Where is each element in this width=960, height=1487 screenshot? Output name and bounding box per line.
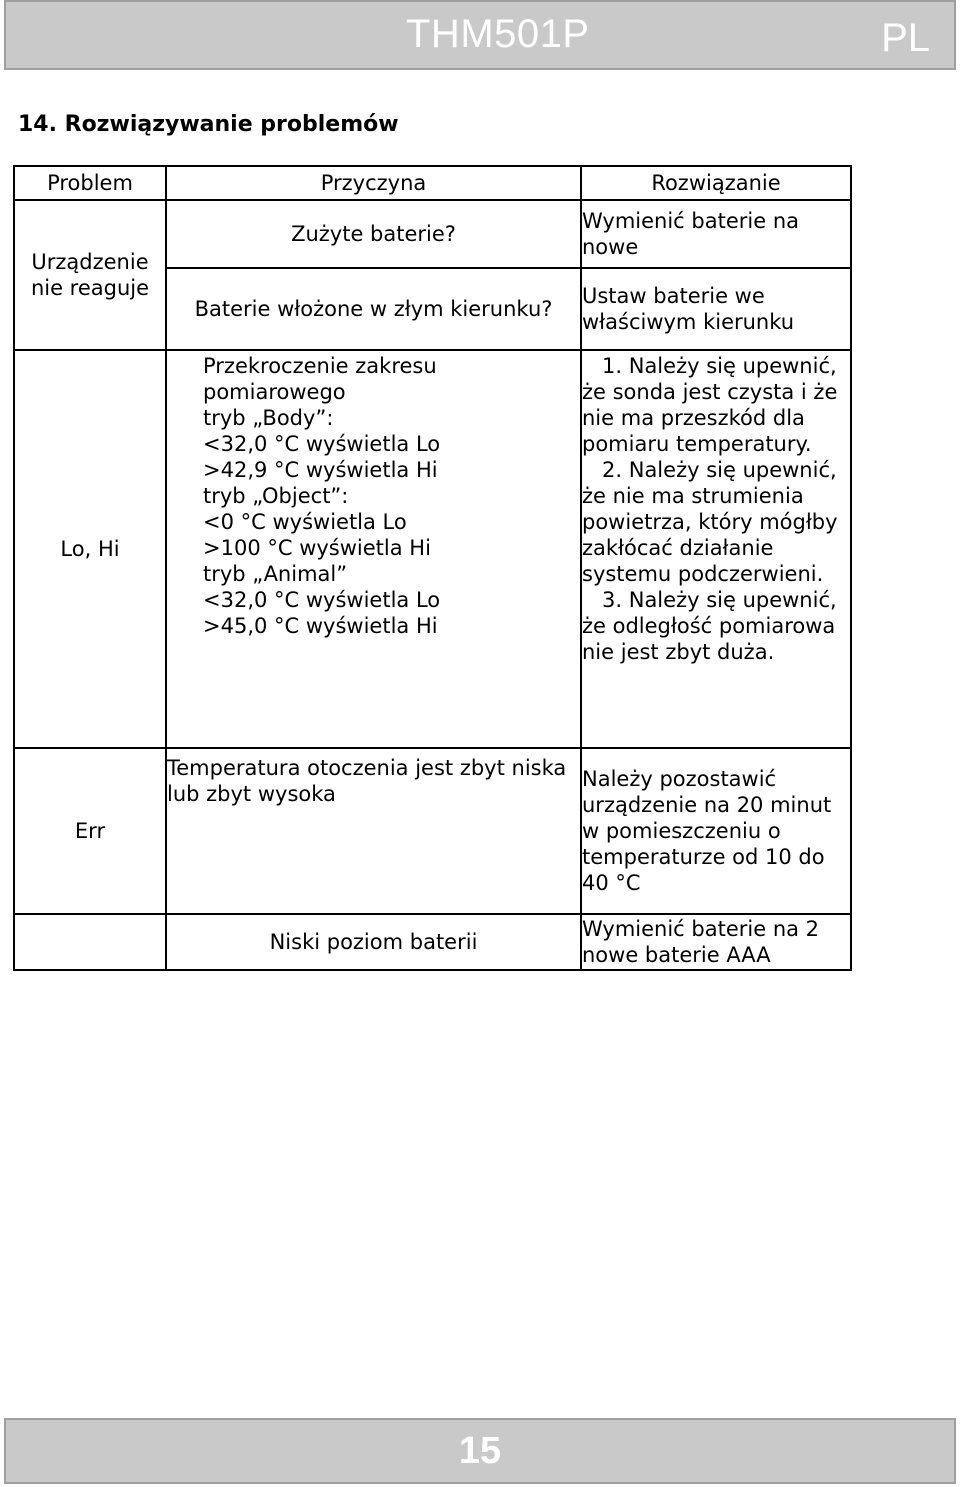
table-row (14, 200, 851, 268)
table-header-row (14, 166, 851, 200)
table-row (14, 748, 851, 914)
list-text: Należy się upewnić, że nie ma strumienia powietrza, który mógłby zakłócać działanie systemu podczerwieni. (582, 458, 838, 586)
language-code: PL (881, 16, 930, 60)
table-row (14, 914, 851, 970)
cause-line: Przekroczenie zakresu (203, 354, 437, 378)
list-number: 2. (602, 458, 623, 482)
table-row (14, 350, 851, 748)
list-text: Należy się upewnić, że odległość pomiarowa nie jest zbyt duża. (582, 588, 837, 664)
cause-line: tryb „Object”: (203, 484, 349, 508)
section-title: 14. Rozwiązywanie problemów (18, 112, 399, 137)
cause-cell (166, 350, 581, 748)
problem-cell: Lo, Hi (14, 350, 166, 748)
cause-cell: Niski poziom baterii (166, 914, 581, 970)
column-header-problem: Problem (14, 166, 166, 200)
list-number: 1. (602, 354, 623, 378)
page-number: 15 (458, 1430, 502, 1472)
solution-cell (581, 350, 851, 748)
cause-line: tryb „Body”: (203, 406, 334, 430)
list-item (582, 457, 850, 587)
cause-line: <32,0 °C wyświetla Lo (203, 588, 441, 612)
model-name: THM501P (406, 12, 590, 56)
solution-cell: Wymienić baterie na nowe (581, 200, 851, 268)
cause-line: pomiarowego (203, 380, 346, 404)
cause-line: >45,0 °C wyświetla Hi (203, 614, 438, 638)
solution-cell: Ustaw baterie we właściwym kierunku (581, 268, 851, 350)
cause-cell: Baterie włożone w złym kierunku? (166, 268, 581, 350)
list-item (582, 587, 850, 665)
troubleshooting-table (13, 165, 852, 971)
cause-cell: Temperatura otoczenia jest zbyt niska lub zbyt wysoka (166, 748, 581, 914)
solution-cell: Należy pozostawić urządzenie na 20 minut w pomieszczeniu o temperaturze od 10 do 40 °C (581, 748, 851, 914)
footer-bar (4, 1418, 956, 1484)
cause-cell: Zużyte baterie? (166, 200, 581, 268)
cause-line: tryb „Animal” (203, 562, 348, 586)
solution-cell: Wymienić baterie na 2 nowe baterie AAA (581, 914, 851, 970)
list-text: Należy się upewnić, że sonda jest czysta i że nie ma przeszkód dla pomiaru temperatury. (582, 354, 838, 456)
column-header-solution: Rozwiązanie (581, 166, 851, 200)
list-item (582, 353, 850, 457)
problem-cell-empty (14, 914, 166, 970)
cause-line: >100 °C wyświetla Hi (203, 536, 431, 560)
column-header-cause: Przyczyna (166, 166, 581, 200)
problem-cell: Urządzenie nie reaguje (14, 200, 166, 350)
problem-cell: Err (14, 748, 166, 914)
cause-line: <32,0 °C wyświetla Lo (203, 432, 441, 456)
header-bar (4, 0, 956, 70)
list-number: 3. (602, 588, 623, 612)
cause-line: >42,9 °C wyświetla Hi (203, 458, 438, 482)
cause-line: <0 °C wyświetla Lo (203, 510, 407, 534)
